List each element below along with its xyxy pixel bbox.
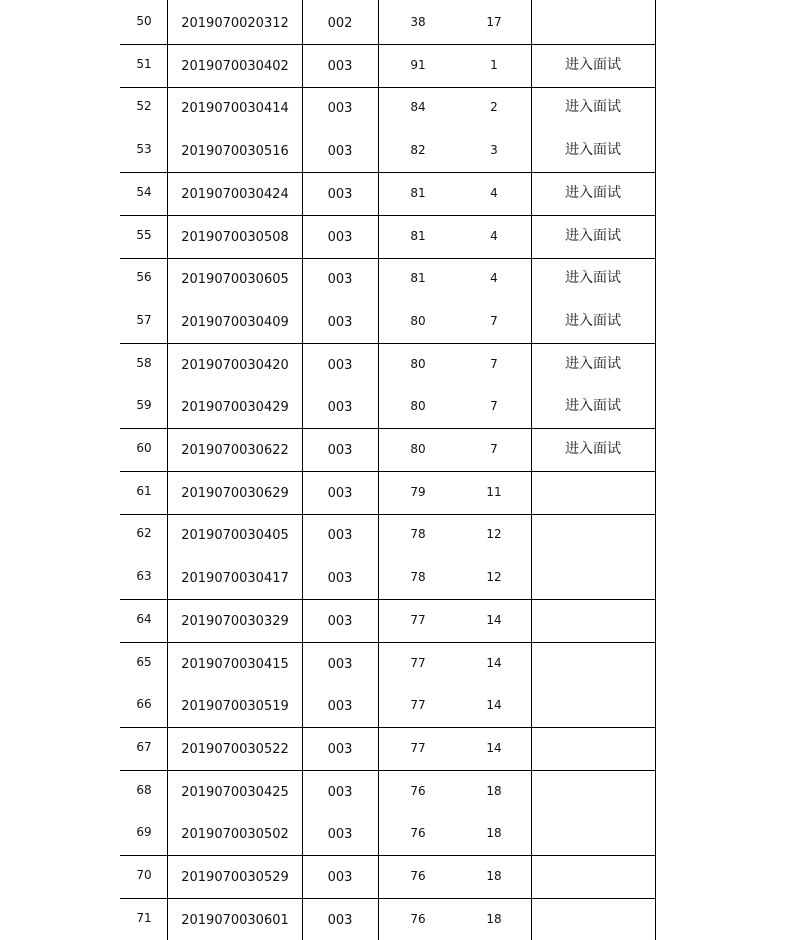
rank-cell: 14 — [486, 612, 502, 627]
rank-cell: 7 — [490, 399, 498, 414]
score-cell: 38 — [410, 15, 426, 29]
score-cell: 77 — [410, 740, 426, 755]
exam-id-cell: 2019070030424 — [181, 186, 289, 202]
row-number-cell: 59 — [136, 398, 152, 413]
position-code-cell: 003 — [327, 443, 353, 458]
column-border — [531, 0, 532, 940]
row-number-cell: 61 — [136, 483, 152, 498]
row-number-cell: 64 — [136, 611, 152, 626]
position-code-cell: 002 — [327, 16, 353, 31]
score-cell: 81 — [410, 185, 426, 200]
position-code-cell: 003 — [327, 400, 353, 416]
score-cell: 80 — [410, 442, 426, 456]
rank-cell: 14 — [486, 698, 502, 713]
row-number-cell: 52 — [136, 99, 152, 114]
row-border — [120, 727, 656, 728]
row-number-cell: 67 — [136, 739, 152, 754]
remark-cell: 进入面试 — [565, 441, 621, 457]
exam-id-cell: 2019070030629 — [181, 485, 289, 501]
score-cell: 76 — [410, 826, 426, 841]
score-cell: 77 — [410, 655, 426, 670]
remark-cell: 进入面试 — [565, 270, 621, 287]
rank-cell: 4 — [490, 271, 498, 286]
score-cell: 78 — [410, 527, 426, 542]
score-cell: 84 — [410, 100, 426, 115]
position-code-cell: 003 — [327, 357, 353, 373]
score-cell: 81 — [410, 228, 426, 243]
column-border — [378, 0, 379, 940]
exam-id-cell: 2019070030402 — [181, 58, 289, 74]
score-cell: 91 — [410, 57, 426, 72]
score-cell: 82 — [410, 143, 426, 158]
rank-cell: 18 — [486, 826, 502, 841]
row-border — [120, 44, 656, 45]
column-border — [655, 0, 656, 940]
exam-id-cell: 2019070030502 — [181, 827, 289, 843]
rank-cell: 7 — [490, 356, 498, 371]
score-cell: 77 — [410, 698, 426, 713]
rank-cell: 4 — [490, 228, 498, 243]
exam-id-cell: 2019070030405 — [181, 528, 289, 544]
exam-id-cell: 2019070030519 — [181, 699, 289, 715]
position-code-cell: 003 — [327, 144, 353, 160]
rank-cell: 7 — [490, 313, 498, 328]
position-code-cell: 003 — [327, 784, 353, 800]
row-border — [120, 599, 656, 600]
row-border — [120, 514, 656, 515]
exam-id-cell: 2019070030409 — [181, 314, 289, 330]
row-border — [120, 343, 656, 344]
remark-cell: 进入面试 — [565, 56, 621, 73]
rank-cell: 18 — [486, 783, 502, 798]
row-border — [120, 898, 656, 899]
row-number-cell: 51 — [136, 56, 152, 71]
row-border — [120, 471, 656, 472]
row-border — [120, 172, 656, 173]
exam-id-cell: 2019070030516 — [181, 144, 289, 160]
position-code-cell: 003 — [327, 613, 353, 629]
row-number-cell: 66 — [136, 697, 152, 712]
score-cell: 76 — [410, 911, 426, 926]
rank-cell: 12 — [486, 527, 502, 542]
remark-cell: 进入面试 — [565, 398, 621, 415]
row-number-cell: 55 — [136, 227, 152, 242]
exam-id-cell: 2019070030415 — [181, 656, 289, 672]
position-code-cell: 003 — [327, 741, 353, 757]
remark-cell: 进入面试 — [565, 142, 621, 159]
row-number-cell: 57 — [136, 312, 152, 327]
row-number-cell: 69 — [136, 825, 152, 840]
score-cell: 81 — [410, 271, 426, 286]
remark-cell: 进入面试 — [565, 227, 621, 244]
remark-cell: 进入面试 — [565, 355, 621, 372]
exam-id-cell: 2019070030601 — [181, 912, 289, 928]
rank-cell: 18 — [486, 911, 502, 926]
rank-cell: 7 — [490, 442, 498, 456]
row-border — [120, 855, 656, 856]
row-number-cell: 65 — [136, 654, 152, 669]
score-cell: 80 — [410, 313, 426, 328]
row-number-cell: 53 — [136, 142, 152, 157]
position-code-cell: 003 — [327, 101, 353, 117]
position-code-cell: 003 — [327, 229, 353, 245]
exam-id-cell: 2019070030329 — [181, 613, 289, 629]
exam-id-cell: 2019070030508 — [181, 229, 289, 245]
position-code-cell: 003 — [327, 314, 353, 330]
row-border — [120, 642, 656, 643]
position-code-cell: 003 — [327, 528, 353, 544]
position-code-cell: 003 — [327, 485, 353, 501]
exam-id-cell: 2019070030425 — [181, 784, 289, 800]
score-cell: 80 — [410, 399, 426, 414]
position-code-cell: 003 — [327, 571, 353, 587]
position-code-cell: 003 — [327, 58, 353, 74]
position-code-cell: 003 — [327, 186, 353, 202]
row-number-cell: 54 — [136, 184, 152, 199]
position-code-cell: 003 — [327, 912, 353, 928]
rank-cell: 2 — [490, 100, 498, 115]
row-border — [120, 215, 656, 216]
exam-id-cell: 2019070030605 — [181, 272, 289, 288]
score-cell: 78 — [410, 570, 426, 585]
position-code-cell: 003 — [327, 870, 353, 885]
rank-cell: 11 — [486, 484, 502, 499]
exam-id-cell: 2019070030529 — [181, 870, 289, 885]
exam-id-cell: 2019070030622 — [181, 443, 289, 458]
rank-cell: 1 — [490, 57, 498, 72]
row-number-cell: 56 — [136, 270, 152, 285]
row-border — [120, 428, 656, 429]
score-cell: 76 — [410, 783, 426, 798]
row-border — [120, 258, 656, 259]
score-cell: 76 — [410, 869, 426, 883]
exam-id-cell: 2019070030522 — [181, 741, 289, 757]
remark-cell: 进入面试 — [565, 99, 621, 116]
row-number-cell: 68 — [136, 782, 152, 797]
rank-cell: 17 — [486, 15, 502, 29]
row-number-cell: 60 — [136, 441, 152, 455]
score-cell: 79 — [410, 484, 426, 499]
rank-cell: 14 — [486, 740, 502, 755]
row-number-cell: 62 — [136, 526, 152, 541]
exam-id-cell: 2019070020312 — [181, 16, 289, 31]
row-number-cell: 58 — [136, 355, 152, 370]
exam-id-cell: 2019070030420 — [181, 357, 289, 373]
row-number-cell: 50 — [136, 14, 152, 28]
position-code-cell: 003 — [327, 656, 353, 672]
position-code-cell: 003 — [327, 272, 353, 288]
exam-id-cell: 2019070030417 — [181, 571, 289, 587]
row-border — [120, 87, 656, 88]
remark-cell: 进入面试 — [565, 312, 621, 329]
row-number-cell: 63 — [136, 569, 152, 584]
remark-cell: 进入面试 — [565, 184, 621, 201]
rank-cell: 14 — [486, 655, 502, 670]
rank-cell: 3 — [490, 143, 498, 158]
row-number-cell: 70 — [136, 868, 152, 882]
exam-id-cell: 2019070030429 — [181, 400, 289, 416]
row-number-cell: 71 — [136, 910, 152, 925]
score-cell: 80 — [410, 356, 426, 371]
rank-cell: 4 — [490, 185, 498, 200]
position-code-cell: 003 — [327, 827, 353, 843]
rank-cell: 12 — [486, 570, 502, 585]
rank-cell: 18 — [486, 869, 502, 883]
exam-id-cell: 2019070030414 — [181, 101, 289, 117]
row-border — [120, 770, 656, 771]
position-code-cell: 003 — [327, 699, 353, 715]
score-cell: 77 — [410, 612, 426, 627]
